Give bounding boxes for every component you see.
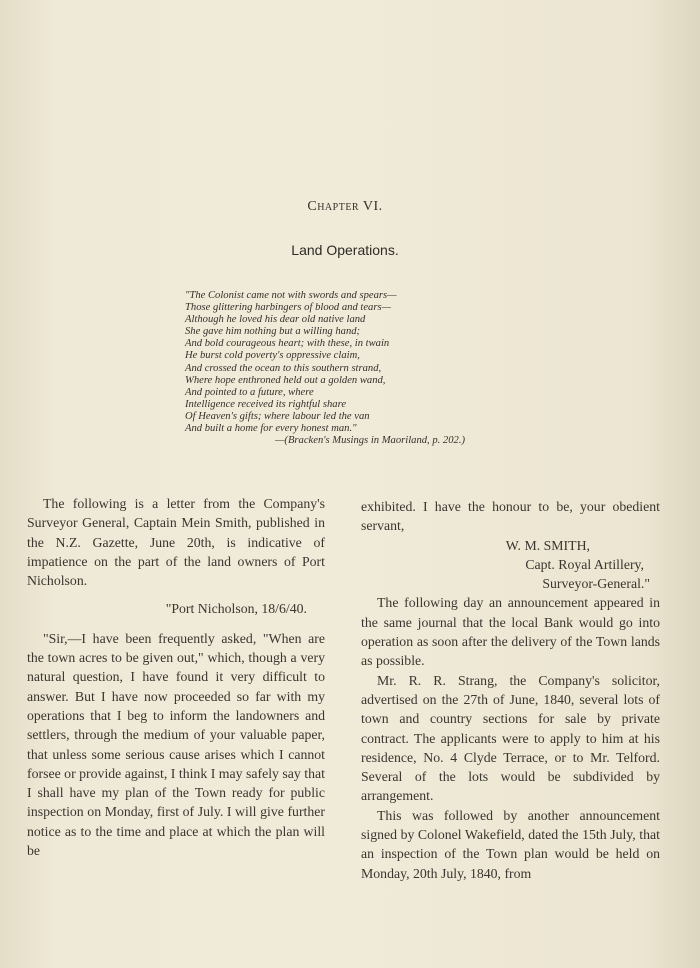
poem-line: Those glittering harbingers of blood and tears—	[185, 302, 391, 314]
chapter-title: Chapter VI.	[307, 199, 383, 214]
poem-line: Intelligence received its rightful share	[185, 398, 347, 410]
letter-dateline: "Port Nicholson, 18/6/40.	[165, 601, 307, 617]
signature-name: W. M. SMITH,	[505, 537, 590, 553]
poem-attribution: —(Bracken's Musings in Maoriland, p. 202.)	[275, 435, 465, 447]
bank-paragraph: The following day an announcement appeared in the same journal that the local Bank would go into operation as soon after the delivery of the Town lands as possible.	[361, 595, 660, 669]
strang-paragraph: Mr. R. R. Strang, the Company's solicitor, advertised on the 27th of June, 1840, several lots of town and country sections for sale by private contract. The applicants were to apply to him at his residence, No. 4 Clyde Terrace, or to Mr. Telford. Several of the lots would be subdivided by arrangement.	[361, 672, 660, 804]
poem-line: Of Heaven's gifts; where labour led the van	[185, 410, 370, 422]
letter-closing: exhibited. I have the honour to be, your obedient servant,	[361, 499, 660, 534]
poem-line: He burst cold poverty's oppressive claim,	[185, 350, 360, 362]
poem-line: Although he loved his dear old native land	[185, 314, 366, 326]
right-column	[361, 497, 660, 883]
intro-paragraph: The following is a letter from the Company's Surveyor General, Captain Mein Smith, published in the N.Z. Gazette, June 20th, is indicative of impatience on the part of the land owners of Port Nicholson.	[27, 496, 325, 589]
section-title: Land Operations.	[291, 242, 399, 258]
signature-rank: Capt. Royal Artillery,	[525, 556, 644, 572]
poem-line: And crossed the ocean to this southern strand,	[185, 362, 382, 374]
left-column	[27, 494, 325, 860]
signature-title: Surveyor-General."	[542, 576, 650, 592]
poem-line: And built a home for every honest man."	[185, 423, 357, 435]
poem-line: She gave him nothing but a willing hand;	[185, 326, 361, 338]
epigraph-poem	[185, 290, 555, 447]
poem-line: And bold courageous heart; with these, in twain	[185, 338, 390, 350]
letter-body: "Sir,—I have been frequently asked, "When are the town acres to be given out," which, though a very natural question, I have found it very difficult to answer. But I have now proceeded so far with my operations that I beg to inform the landowners and settlers, through the medium of your valuable paper, that unless some serious cause arises which I cannot forsee or provide against, I think I may safely say that I shall have my plan of the Town ready for public inspection on Monday, first of July. I will give further notice as to the time and place at which the plan will be	[27, 630, 325, 859]
poem-line: "The Colonist came not with swords and spears—	[185, 290, 397, 301]
poem-line: And pointed to a future, where	[185, 386, 314, 398]
poem-line: Where hope enthroned held out a golden wand,	[185, 374, 386, 386]
wakefield-paragraph: This was followed by another announcement signed by Colonel Wakefield, dated the 15th July, that an inspection of the Town plan would be held on Monday, 20th July, 1840, from	[361, 807, 660, 881]
